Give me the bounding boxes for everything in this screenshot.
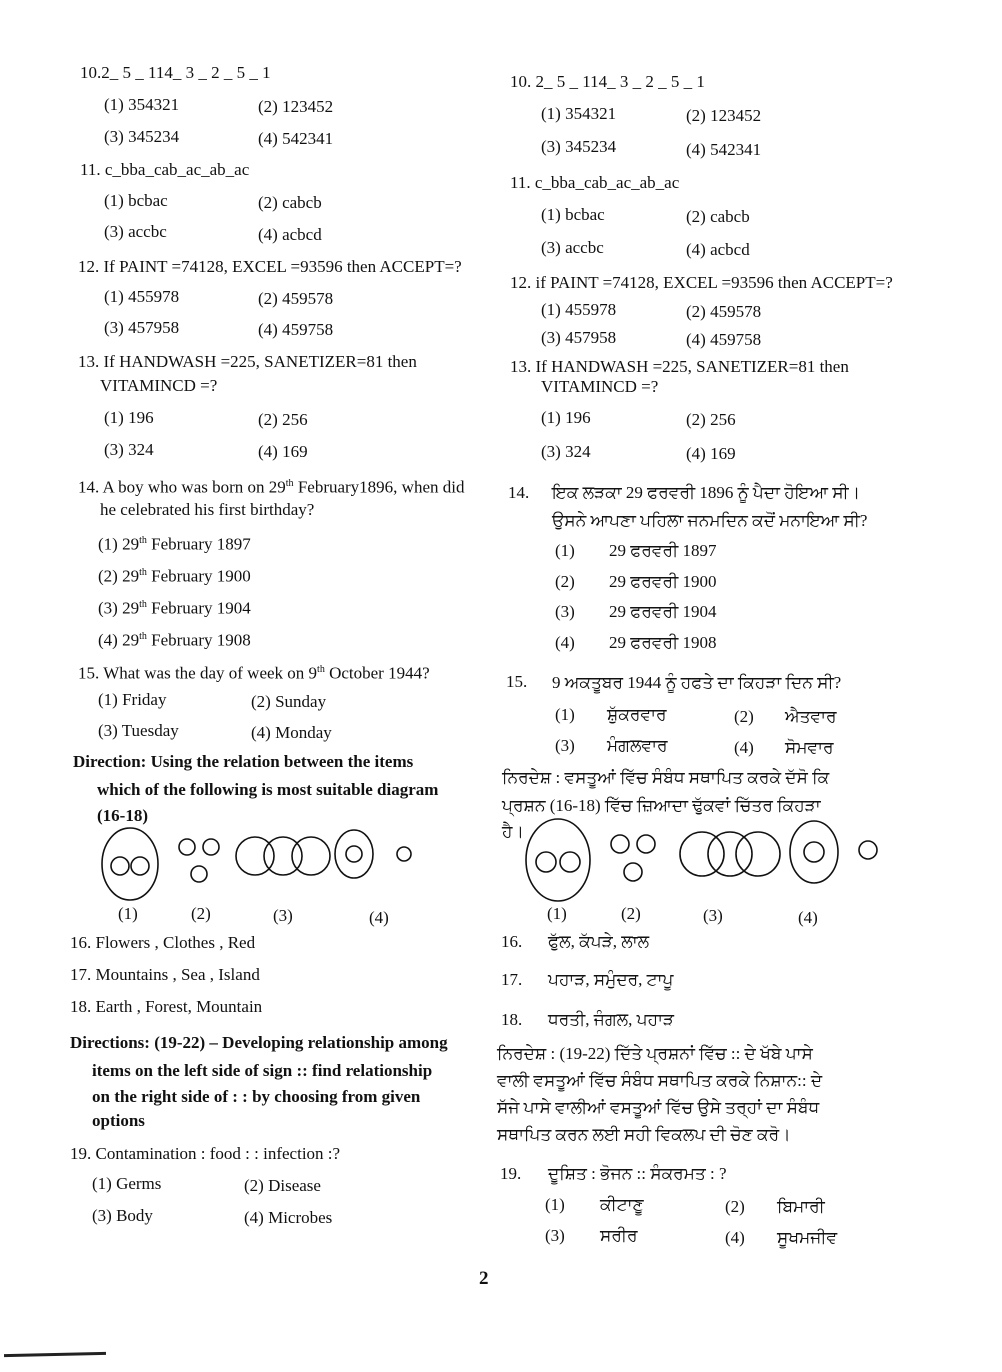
- q11-option-3: (3) accbc: [104, 222, 167, 241]
- diagram-label-4: (4): [369, 908, 389, 927]
- r-q18-number: 18.: [501, 1010, 523, 1029]
- r-q19-option-1-num: (1): [545, 1195, 565, 1214]
- q10-option-2: (2) 123452: [258, 97, 334, 116]
- diagram-3-circle-a: [236, 837, 274, 875]
- direction-19-22-line4: options: [92, 1111, 145, 1130]
- diagram-4-inner-circle: [346, 846, 362, 862]
- q11-stem: 11. c_bba_cab_ac_ab_ac: [80, 160, 250, 179]
- r-q17-text: ਪਹਾੜ, ਸਮੁੰਦਰ, ਟਾਪੂ: [548, 970, 674, 989]
- r-q19-number: 19.: [500, 1164, 522, 1183]
- q12-option-1: (1) 455978: [104, 287, 180, 306]
- r-q14-option-2: 29 ਫਰਵਰੀ 1900: [609, 572, 717, 591]
- q12-option-3: (3) 457958: [104, 318, 180, 337]
- r-q14-option-4: 29 ਫਰਵਰੀ 1908: [609, 633, 717, 652]
- r-q13-option-3: (3) 324: [541, 442, 591, 461]
- q14-option-4: (4) 29th February 1908: [98, 630, 251, 650]
- direction-19-22-line1: Directions: (19-22) – Developing relationship among: [70, 1033, 448, 1052]
- r-direction-19-22-line4: ਸਥਾਪਿਤ ਕਰਨ ਲਈ ਸਹੀ ਵਿਕਲਪ ਦੀ ਚੋਣ ਕਰੋ।: [497, 1125, 791, 1144]
- q14-option-3: (3) 29th February 1904: [98, 598, 251, 618]
- r-q14-stem-line1: ਇਕ ਲੜਕਾ 29 ਫਰਵਰੀ 1896 ਨੂੰ ਪੈਦਾ ਹੋਇਆ ਸੀ।: [552, 483, 861, 502]
- q10-option-1: (1) 354321: [104, 95, 180, 114]
- r-q15-option-3-num: (3): [555, 736, 575, 755]
- r-q17-number: 17.: [501, 970, 523, 989]
- r-q13-option-4: (4) 169: [686, 444, 736, 463]
- r-q15-option-1: ਸ਼ੁੱਕਰਵਾਰ: [607, 705, 667, 724]
- r-q12-option-3: (3) 457958: [541, 328, 617, 347]
- r-q10-stem: 10. 2_ 5 _ 114_ 3 _ 2 _ 5 _ 1: [510, 72, 705, 91]
- q15-option-2: (2) Sunday: [251, 692, 327, 711]
- r-q19-option-1: ਕੀਟਾਣੂ: [600, 1195, 644, 1214]
- r-q12-option-4: (4) 459758: [686, 330, 762, 349]
- q13-option-3: (3) 324: [104, 440, 154, 459]
- r-q15-option-2-num: (2): [734, 707, 754, 726]
- q15-option-4: (4) Monday: [251, 723, 332, 742]
- diagram-label-1: (1): [118, 904, 138, 923]
- r-q16-number: 16.: [501, 932, 523, 951]
- r-diagram-3-circle-a: [680, 832, 724, 876]
- r-q19-option-2: ਬਿਮਾਰੀ: [777, 1197, 825, 1216]
- r-q14-number: 14.: [508, 483, 530, 502]
- q14-stem-line1: 14. A boy who was born on 29th February1896, when did: [78, 477, 465, 497]
- q19-option-3: (3) Body: [92, 1206, 153, 1225]
- q13-stem-line2: VITAMINCD =?: [100, 376, 218, 395]
- r-diagram-label-2: (2): [621, 904, 641, 923]
- venn-diagram-options-left: [100, 826, 430, 906]
- q19-option-1: (1) Germs: [92, 1174, 162, 1193]
- r-diagram-2-circle-c: [624, 863, 642, 881]
- r-q11-option-4: (4) acbcd: [686, 240, 750, 259]
- r-diagram-label-1: (1): [547, 904, 567, 923]
- direction-19-22-line3: on the right side of : : by choosing from given: [92, 1087, 421, 1106]
- r-q15-option-4: ਸੋਮਵਾਰ: [785, 738, 834, 757]
- r-q11-option-1: (1) bcbac: [541, 205, 605, 224]
- r-q15-option-3: ਮੰਗਲਵਾਰ: [607, 736, 668, 755]
- direction-19-22-line2: items on the left side of sign :: find relationship: [92, 1061, 433, 1080]
- r-q12-option-1: (1) 455978: [541, 300, 617, 319]
- venn-diagram-options-right: [525, 818, 885, 906]
- r-q13-stem-line1: 13. If HANDWASH =225, SANETIZER=81 then: [510, 357, 849, 376]
- r-q10-option-1: (1) 354321: [541, 104, 617, 123]
- r-q13-option-1: (1) 196: [541, 408, 591, 427]
- r-q10-option-2: (2) 123452: [686, 106, 762, 125]
- q17-text: 17. Mountains , Sea , Island: [70, 965, 260, 984]
- diagram-3-circle-c: [292, 837, 330, 875]
- r-q14-option-1: 29 ਫਰਵਰੀ 1897: [609, 541, 717, 560]
- r-q13-option-2: (2) 256: [686, 410, 736, 429]
- r-diagram-4-inner-circle: [804, 842, 824, 862]
- q19-stem: 19. Contamination : food : : infection :?: [70, 1144, 341, 1163]
- r-q15-option-4-num: (4): [734, 738, 754, 757]
- r-diagram-label-3: (3): [703, 906, 723, 925]
- q13-stem-line1: 13. If HANDWASH =225, SANETIZER=81 then: [78, 352, 417, 371]
- r-diagram-3-circle-b: [708, 832, 752, 876]
- r-q15-number: 15.: [506, 672, 528, 691]
- r-q15-option-1-num: (1): [555, 705, 575, 724]
- r-q14-option-3: 29 ਫਰਵਰੀ 1904: [609, 602, 717, 621]
- q14-stem-line2: he celebrated his first birthday?: [100, 500, 315, 519]
- r-diagram-1-inner-circle-a: [536, 852, 556, 872]
- r-q16-text: ਫੁੱਲ, ਕੱਪੜੇ, ਲਾਲ: [548, 932, 650, 951]
- q10-option-3: (3) 345234: [104, 127, 180, 146]
- r-q14-stem-line2: ਉਸਨੇ ਆਪਣਾ ਪਹਿਲਾ ਜਨਮਦਿਨ ਕਦੋਂ ਮਨਾਇਆ ਸੀ?: [552, 511, 868, 530]
- diagram-1-inner-circle-b: [131, 857, 149, 875]
- diagram-1-outer-circle: [102, 828, 158, 900]
- q19-option-2: (2) Disease: [244, 1176, 321, 1195]
- q13-option-4: (4) 169: [258, 442, 308, 461]
- page-number: 2: [479, 1268, 489, 1289]
- q15-option-1: (1) Friday: [98, 690, 167, 709]
- diagram-2-circle-a: [179, 839, 195, 855]
- r-diagram-4-separate-circle: [859, 841, 877, 859]
- q13-option-1: (1) 196: [104, 408, 154, 427]
- diagram-4-separate-circle: [397, 847, 411, 861]
- q18-text: 18. Earth , Forest, Mountain: [70, 997, 263, 1016]
- direction-16-18-line2: which of the following is most suitable diagram: [97, 780, 439, 799]
- q19-option-4: (4) Microbes: [244, 1208, 333, 1227]
- direction-16-18-line1: Direction: Using the relation between the items: [73, 752, 414, 771]
- r-q14-option-4-num: (4): [555, 633, 575, 652]
- q15-option-3: (3) Tuesday: [98, 721, 179, 740]
- diagram-1-inner-circle-a: [111, 857, 129, 875]
- r-q12-stem: 12. if PAINT =74128, EXCEL =93596 then ACCEPT=?: [510, 273, 893, 292]
- r-q11-option-2: (2) cabcb: [686, 207, 750, 226]
- r-q14-option-2-num: (2): [555, 572, 575, 591]
- scan-mark: [4, 1352, 106, 1357]
- r-q19-option-3: ਸਰੀਰ: [600, 1226, 638, 1245]
- q11-option-4: (4) acbcd: [258, 225, 322, 244]
- r-q18-text: ਧਰਤੀ, ਜੰਗਲ, ਪਹਾੜ: [548, 1010, 675, 1029]
- r-q15-stem: 9 ਅਕਤੂਬਰ 1944 ਨੂੰ ਹਫਤੇ ਦਾ ਕਿਹੜਾ ਦਿਨ ਸੀ?: [552, 673, 842, 692]
- diagram-3-circle-b: [264, 837, 302, 875]
- q15-stem: 15. What was the day of week on 9th October 1944?: [78, 663, 430, 683]
- q12-option-4: (4) 459758: [258, 320, 334, 339]
- q12-option-2: (2) 459578: [258, 289, 334, 308]
- q10-option-4: (4) 542341: [258, 129, 334, 148]
- q10-stem: 10.2_ 5 _ 114_ 3 _ 2 _ 5 _ 1: [80, 63, 271, 82]
- diagram-label-2: (2): [191, 904, 211, 923]
- r-q11-option-3: (3) accbc: [541, 238, 604, 257]
- r-q19-option-4-num: (4): [725, 1228, 745, 1247]
- q12-stem: 12. If PAINT =74128, EXCEL =93596 then ACCEPT=?: [78, 257, 462, 276]
- r-q13-stem-line2: VITAMINCD =?: [541, 377, 659, 396]
- q14-option-1: (1) 29th February 1897: [98, 534, 251, 554]
- diagram-2-circle-b: [203, 839, 219, 855]
- r-q14-option-1-num: (1): [555, 541, 575, 560]
- r-q10-option-3: (3) 345234: [541, 137, 617, 156]
- q13-option-2: (2) 256: [258, 410, 308, 429]
- r-diagram-label-4: (4): [798, 908, 818, 927]
- r-q19-option-2-num: (2): [725, 1197, 745, 1216]
- q16-text: 16. Flowers , Clothes , Red: [70, 933, 256, 952]
- r-diagram-2-circle-b: [637, 835, 655, 853]
- r-q12-option-2: (2) 459578: [686, 302, 762, 321]
- r-q11-stem: 11. c_bba_cab_ac_ab_ac: [510, 173, 680, 192]
- r-q14-option-3-num: (3): [555, 602, 575, 621]
- q11-option-2: (2) cabcb: [258, 193, 322, 212]
- r-direction-19-22-line3: ਸੱਜੇ ਪਾਸੇ ਵਾਲੀਆਂ ਵਸਤੂਆਂ ਵਿੱਚ ਉਸੇ ਤਰ੍ਹਾਂ ਦਾ ਸੰਬੰਧ: [497, 1098, 820, 1117]
- r-direction-16-18-line2: ਪ੍ਰਸ਼ਨ (16-18) ਵਿੱਚ ਜ਼ਿਆਦਾ ਢੁੱਕਵਾਂ ਚਿੱਤਰ ਕਿਹੜਾ: [502, 796, 821, 815]
- r-direction-16-18-line1: ਨਿਰਦੇਸ਼ : ਵਸਤੂਆਂ ਵਿੱਚ ਸੰਬੰਧ ਸਥਾਪਿਤ ਕਰਕੇ ਦੱਸੋ ਕਿ: [502, 768, 830, 787]
- diagram-label-3: (3): [273, 906, 293, 925]
- r-q19-option-3-num: (3): [545, 1226, 565, 1245]
- r-q19-stem: ਦੂਸ਼ਿਤ : ਭੋਜਨ :: ਸੰਕਰਮਤ : ?: [548, 1164, 727, 1183]
- r-q19-option-4: ਸੂਖਮਜੀਵ: [777, 1228, 838, 1247]
- direction-16-18-line3: (16-18): [97, 806, 148, 825]
- q14-option-2: (2) 29th February 1900: [98, 566, 251, 586]
- diagram-2-circle-c: [191, 866, 207, 882]
- r-direction-19-22-line1: ਨਿਰਦੇਸ਼ : (19-22) ਦਿੱਤੇ ਪ੍ਰਸ਼ਨਾਂ ਵਿੱਚ :: ਦੇ ਖੱਬੇ ਪਾਸੇ: [497, 1044, 813, 1063]
- r-diagram-2-circle-a: [611, 835, 629, 853]
- diagram-4-outer-circle: [335, 830, 373, 878]
- r-direction-19-22-line2: ਵਾਲੀ ਵਸਤੂਆਂ ਵਿੱਚ ਸੰਬੰਧ ਸਥਾਪਿਤ ਕਰਕੇ ਨਿਸ਼ਾਨ:: ਦੇ: [497, 1071, 823, 1090]
- r-q10-option-4: (4) 542341: [686, 140, 762, 159]
- r-diagram-4-outer-circle: [790, 821, 838, 883]
- r-direction-16-18-line3: ਹੈ।: [502, 822, 524, 841]
- r-diagram-1-inner-circle-b: [560, 852, 580, 872]
- r-diagram-3-circle-c: [736, 832, 780, 876]
- q11-option-1: (1) bcbac: [104, 191, 168, 210]
- r-q15-option-2: ਐਤਵਾਰ: [785, 707, 837, 726]
